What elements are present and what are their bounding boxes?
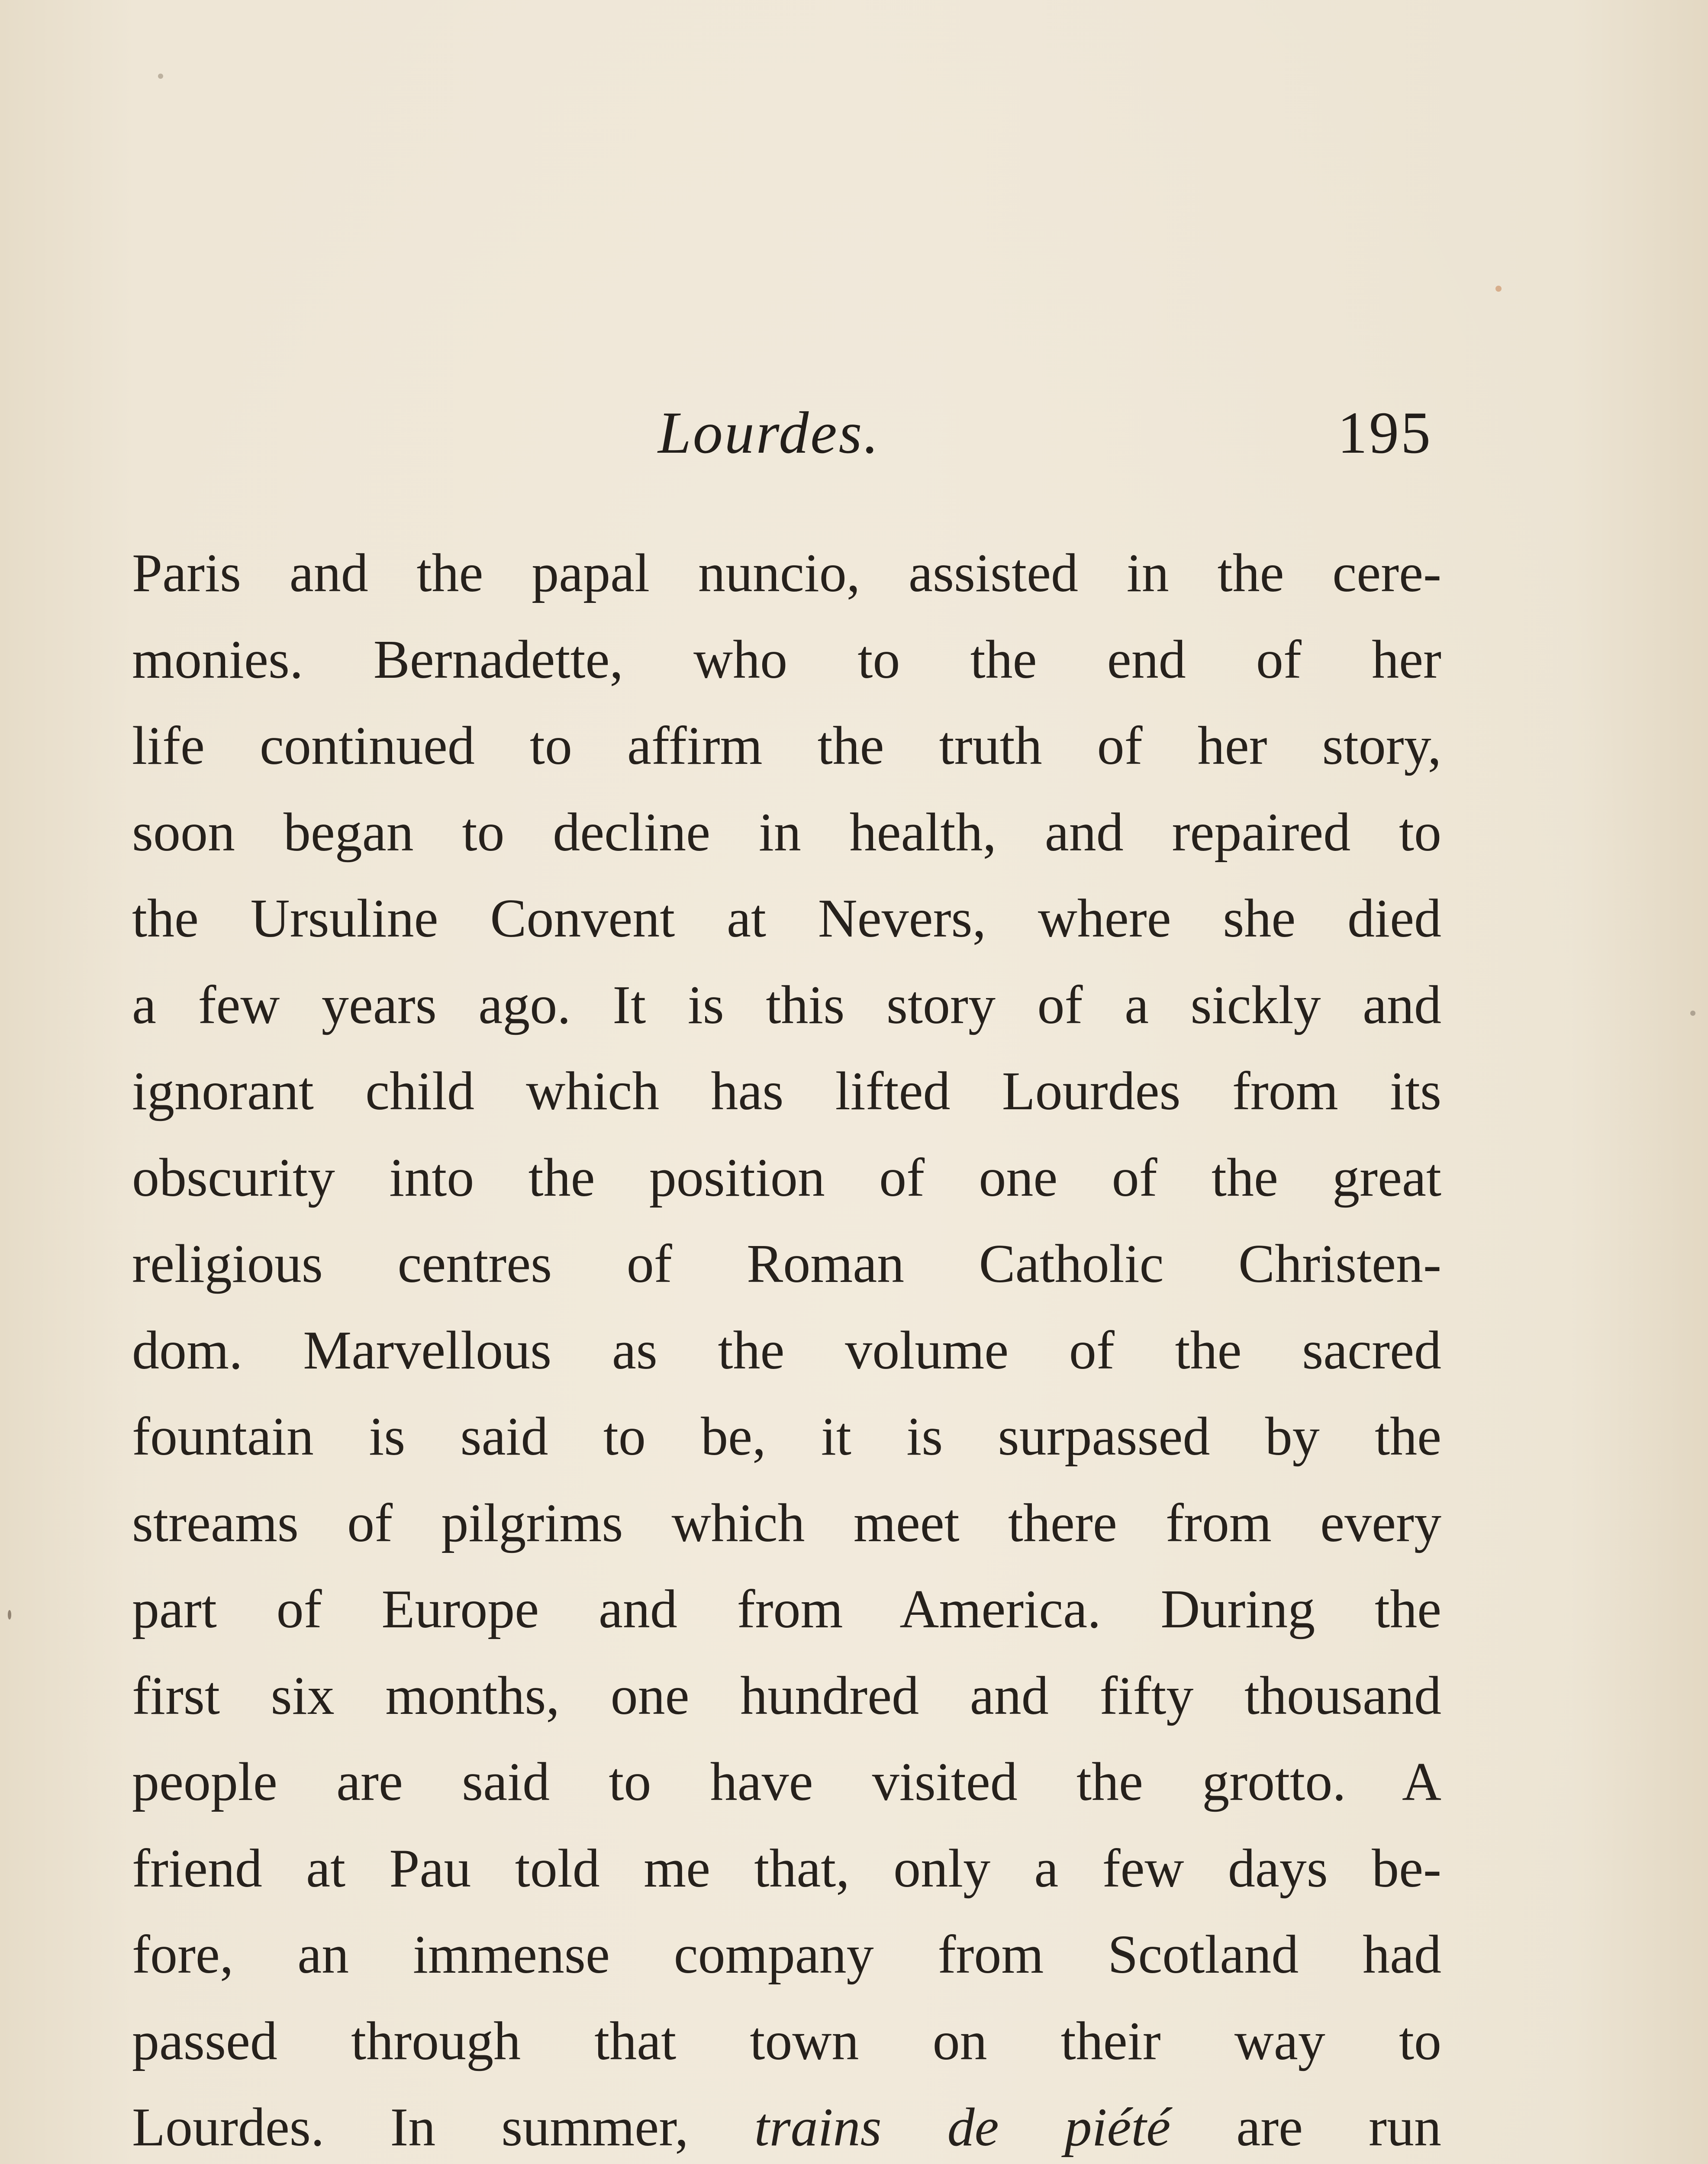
text-line: fountain is said to be, it is surpassed by the: [132, 1407, 1441, 1467]
text-line: [132, 2084, 1441, 2164]
body-text: [132, 530, 1441, 2164]
text-line: streams of pilgrims which meet there from every: [132, 1493, 1441, 1553]
text-line: obscurity into the position of one of the great: [132, 1147, 1441, 1208]
text-line: religious centres of Roman Catholic Christen-: [132, 1234, 1441, 1294]
paper-speck: [158, 74, 163, 79]
running-title: Lourdes.: [658, 399, 880, 466]
text-segment: Lourdes. In summer,: [132, 2097, 754, 2158]
page-number: 195: [1337, 399, 1432, 466]
text-segment: are run: [1170, 2097, 1441, 2158]
text-line: part of Europe and from America. During the: [132, 1579, 1441, 1639]
text-line: soon began to decline in health, and repaired to: [132, 802, 1441, 863]
text-line: dom. Marvellous as the volume of the sacred: [132, 1320, 1441, 1381]
text-line: the Ursuline Convent at Nevers, where she died: [132, 889, 1441, 949]
text-line: first six months, one hundred and fifty thousand: [132, 1665, 1441, 1726]
italic-phrase: trains de piété: [754, 2097, 1171, 2158]
text-line: life continued to affirm the truth of her story,: [132, 716, 1441, 776]
text-line: monies. Bernadette, who to the end of her: [132, 629, 1441, 690]
paper-speck: [8, 1610, 11, 1620]
text-line: Paris and the papal nuncio, assisted in the cere-: [132, 543, 1441, 603]
text-line: people are said to have visited the grotto. A: [132, 1752, 1441, 1812]
paper-speck: [1690, 1011, 1695, 1016]
text-line: ignorant child which has lifted Lourdes from its: [132, 1061, 1441, 1121]
text-line: friend at Pau told me that, only a few days be-: [132, 1838, 1441, 1899]
running-head: [0, 398, 1708, 485]
text-line: fore, an immense company from Scotland had: [132, 1925, 1441, 1985]
text-line: a few years ago. It is this story of a sickly and: [132, 975, 1441, 1035]
paper-speck: [1495, 286, 1502, 292]
text-line: passed through that town on their way to: [132, 2011, 1441, 2071]
